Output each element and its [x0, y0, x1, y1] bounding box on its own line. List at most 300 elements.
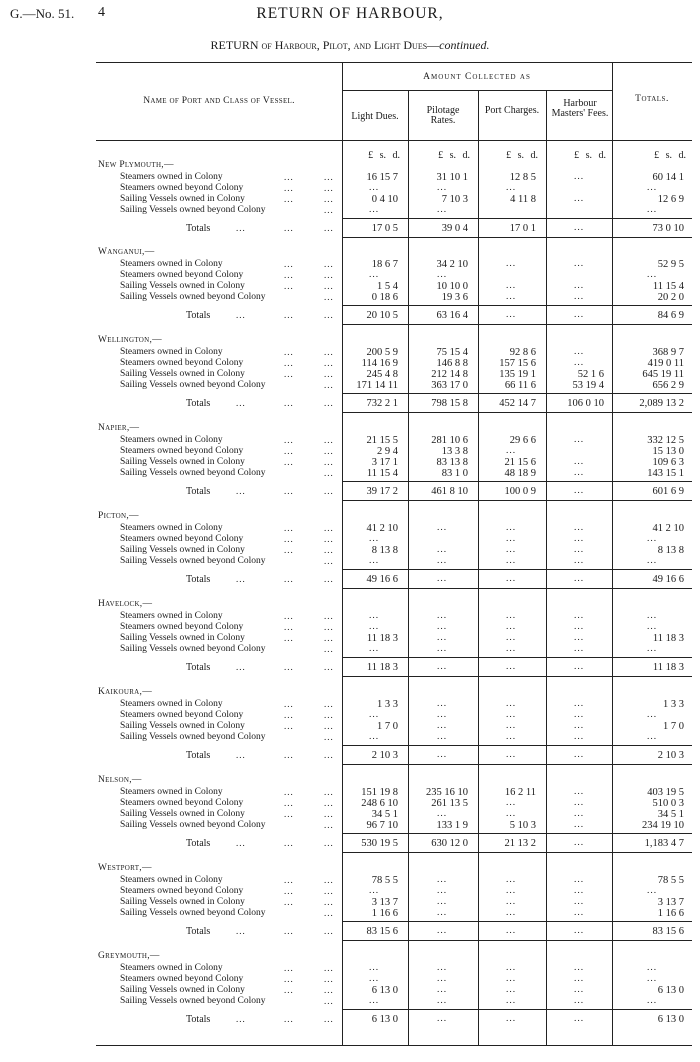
total-harbour: ... [573, 662, 585, 672]
cell-pilotage: ... [436, 897, 448, 907]
cell-port: ... [505, 699, 517, 709]
cell-totals: 1 3 3 [663, 699, 684, 710]
leader-dots: ... [324, 886, 334, 896]
totals-label: Totals [186, 926, 211, 937]
cell-harbour: ... [573, 292, 585, 302]
vessel-class-label: Steamers owned in Colony [120, 523, 223, 533]
cell-port: ... [505, 974, 517, 984]
totals-top-rule [342, 833, 692, 834]
cell-light: 0 4 10 [371, 194, 398, 205]
leader-dots: ... [324, 369, 334, 379]
total-harbour: ... [573, 310, 585, 320]
leader-dots: ... [284, 281, 294, 291]
vessel-class-label: Steamers owned beyond Colony [120, 270, 244, 280]
leader-dots: ... [284, 750, 294, 760]
port-name: Picton,— [98, 511, 139, 521]
cell-pilotage: ... [436, 886, 448, 896]
vessel-class-label: Sailing Vessels owned beyond Colony [120, 644, 266, 654]
leader-dots: ... [324, 205, 334, 215]
total-light: 39 17 2 [366, 486, 398, 497]
vessel-class-label: Steamers owned in Colony [120, 435, 223, 445]
cell-port: ... [505, 721, 517, 731]
totals-label: Totals [186, 838, 211, 849]
vessel-class-label: Steamers owned beyond Colony [120, 798, 244, 808]
port-name: Wanganui,— [98, 247, 155, 257]
cell-light: ... [368, 611, 380, 621]
cell-light: ... [368, 732, 380, 742]
total-harbour: ... [573, 838, 585, 848]
leader-dots: ... [284, 1014, 294, 1024]
total-harbour: ... [573, 750, 585, 760]
totals-bottom-rule [342, 852, 692, 853]
subtitle-continued: continued. [439, 38, 490, 52]
cell-port: ... [505, 523, 517, 533]
vessel-class-label: Sailing Vessels owned in Colony [120, 809, 245, 819]
cell-pilotage: 133 1 9 [436, 820, 468, 831]
cell-port: 92 8 6 [509, 347, 536, 358]
total-totals: 83 15 6 [652, 926, 684, 937]
cell-harbour: ... [573, 787, 585, 797]
cell-pilotage: 261 13 5 [431, 798, 468, 809]
cell-harbour: ... [573, 897, 585, 907]
cell-harbour: ... [573, 798, 585, 808]
totals-top-rule [342, 921, 692, 922]
total-port: ... [505, 574, 517, 584]
cell-totals: 403 19 5 [647, 787, 684, 798]
cell-pilotage: 235 16 10 [426, 787, 468, 798]
cell-totals: ... [646, 556, 658, 566]
cell-pilotage: ... [436, 875, 448, 885]
col-rule-totals [612, 62, 613, 1046]
cell-totals: 656 2 9 [652, 380, 684, 391]
vessel-class-label: Sailing Vessels owned in Colony [120, 897, 245, 907]
cell-harbour: ... [573, 809, 585, 819]
cell-port: 5 10 3 [509, 820, 536, 831]
totals-bottom-rule [342, 764, 692, 765]
port-name: Napier,— [98, 423, 140, 433]
cell-port: 48 18 9 [504, 468, 536, 479]
leader-dots: ... [284, 985, 294, 995]
vessel-class-label: Steamers owned beyond Colony [120, 886, 244, 896]
total-pilotage: 63 16 4 [436, 310, 468, 321]
total-harbour: ... [573, 223, 585, 233]
leader-dots: ... [324, 347, 334, 357]
cell-totals: ... [646, 886, 658, 896]
cell-harbour: ... [573, 633, 585, 643]
leader-dots: ... [284, 611, 294, 621]
cell-port: ... [505, 875, 517, 885]
vessel-class-label: Steamers owned beyond Colony [120, 974, 244, 984]
leader-dots: ... [236, 486, 246, 496]
cell-pilotage: 212 14 8 [431, 369, 468, 380]
leader-dots: ... [284, 926, 294, 936]
cell-pilotage: ... [436, 183, 448, 193]
leader-dots: ... [284, 545, 294, 555]
totals-bottom-rule [342, 412, 692, 413]
vessel-class-label: Sailing Vessels owned beyond Colony [120, 380, 266, 390]
cell-port: ... [505, 809, 517, 819]
leader-dots: ... [324, 633, 334, 643]
cell-totals: ... [646, 644, 658, 654]
leader-dots: ... [284, 622, 294, 632]
cell-port: 21 15 6 [504, 457, 536, 468]
leader-dots: ... [284, 457, 294, 467]
leader-dots: ... [284, 446, 294, 456]
leader-dots: ... [324, 985, 334, 995]
totals-top-rule [342, 1009, 692, 1010]
leader-dots: ... [324, 310, 334, 320]
leader-dots: ... [284, 523, 294, 533]
cell-port: ... [505, 996, 517, 1006]
cell-light: 1 3 3 [377, 699, 398, 710]
cell-totals: 419 0 11 [647, 358, 684, 369]
cell-port: ... [505, 183, 517, 193]
leader-dots: ... [324, 897, 334, 907]
cell-harbour: ... [573, 556, 585, 566]
cell-totals: ... [646, 622, 658, 632]
totals-top-rule [342, 481, 692, 482]
cell-harbour: ... [573, 732, 585, 742]
leader-dots: ... [236, 926, 246, 936]
header-bottom-rule [96, 140, 692, 141]
leader-dots: ... [324, 662, 334, 672]
cell-pilotage: ... [436, 732, 448, 742]
leader-dots: ... [284, 875, 294, 885]
cell-pilotage: ... [436, 699, 448, 709]
leader-dots: ... [324, 534, 334, 544]
cell-harbour: ... [573, 985, 585, 995]
cell-totals: 6 13 0 [657, 985, 684, 996]
port-name: Nelson,— [98, 775, 142, 785]
leader-dots: ... [284, 310, 294, 320]
total-harbour: 106 0 10 [567, 398, 604, 409]
total-harbour: ... [573, 486, 585, 496]
cell-pilotage: ... [436, 545, 448, 555]
leader-dots: ... [284, 963, 294, 973]
cell-port: ... [505, 798, 517, 808]
header-harbour: Harbour Masters' Fees. [551, 98, 609, 119]
leader-dots: ... [324, 732, 334, 742]
cell-pilotage: 83 13 8 [436, 457, 468, 468]
total-port: 100 0 9 [504, 486, 536, 497]
totals-label: Totals [186, 398, 211, 409]
cell-totals: 1 7 0 [663, 721, 684, 732]
port-name: Greymouth,— [98, 951, 160, 961]
totals-label: Totals [186, 574, 211, 585]
leader-dots: ... [324, 699, 334, 709]
vessel-class-label: Steamers owned in Colony [120, 787, 223, 797]
leader-dots: ... [324, 820, 334, 830]
cell-harbour: ... [573, 545, 585, 555]
cell-light: 151 19 8 [361, 787, 398, 798]
col-rule-port [478, 90, 479, 1046]
cell-pilotage: ... [436, 721, 448, 731]
leader-dots: ... [324, 1014, 334, 1024]
cell-light: 8 13 8 [371, 545, 398, 556]
total-pilotage: 461 8 10 [431, 486, 468, 497]
leader-dots: ... [324, 194, 334, 204]
vessel-class-label: Sailing Vessels owned beyond Colony [120, 908, 266, 918]
cell-harbour: ... [573, 435, 585, 445]
cell-pilotage: 34 2 10 [436, 259, 468, 270]
cell-light: 114 16 9 [361, 358, 398, 369]
cell-harbour: ... [573, 886, 585, 896]
cell-port: ... [505, 281, 517, 291]
units-light: £ s. d. [368, 150, 400, 161]
cell-totals: 52 9 5 [657, 259, 684, 270]
cell-totals: 143 15 1 [647, 468, 684, 479]
total-port: 452 14 7 [499, 398, 536, 409]
cell-totals: 15 13 0 [652, 446, 684, 457]
total-port: ... [505, 1014, 517, 1024]
leader-dots: ... [284, 974, 294, 984]
cell-pilotage: 146 8 8 [436, 358, 468, 369]
cell-pilotage: ... [436, 205, 448, 215]
cell-totals: ... [646, 963, 658, 973]
leader-dots: ... [324, 223, 334, 233]
cell-totals: 34 5 1 [657, 809, 684, 820]
cell-totals: 510 0 3 [652, 798, 684, 809]
header-totals: Totals. [635, 94, 669, 104]
cell-light: ... [368, 963, 380, 973]
cell-harbour: ... [573, 534, 585, 544]
leader-dots: ... [324, 798, 334, 808]
leader-dots: ... [324, 172, 334, 182]
total-totals: 2 10 3 [657, 750, 684, 761]
cell-port: ... [505, 545, 517, 555]
total-port: ... [505, 926, 517, 936]
leader-dots: ... [236, 1014, 246, 1024]
cell-pilotage: 7 10 3 [441, 194, 468, 205]
units-port: £ s. d. [506, 150, 538, 161]
total-totals: 601 6 9 [652, 486, 684, 497]
cell-pilotage: ... [436, 622, 448, 632]
page-title: RETURN OF HARBOUR, [256, 5, 444, 22]
leader-dots: ... [324, 622, 334, 632]
total-light: 6 13 0 [371, 1014, 398, 1025]
vessel-class-label: Steamers owned beyond Colony [120, 183, 244, 193]
cell-totals: ... [646, 205, 658, 215]
cell-harbour: 53 19 4 [572, 380, 604, 391]
total-harbour: ... [573, 1014, 585, 1024]
totals-bottom-rule [342, 940, 692, 941]
leader-dots: ... [324, 875, 334, 885]
header-name: Name of Port and Class of Vessel. [143, 96, 295, 106]
leader-dots: ... [284, 721, 294, 731]
cell-light: 245 4 8 [366, 369, 398, 380]
cell-light: ... [368, 556, 380, 566]
leader-dots: ... [284, 662, 294, 672]
col-rule-light [342, 62, 343, 1046]
leader-dots: ... [324, 486, 334, 496]
cell-pilotage: ... [436, 996, 448, 1006]
leader-dots: ... [324, 908, 334, 918]
cell-pilotage: 281 10 6 [431, 435, 468, 446]
leader-dots: ... [324, 358, 334, 368]
cell-light: ... [368, 886, 380, 896]
cell-light: ... [368, 534, 380, 544]
total-totals: 73 0 10 [652, 223, 684, 234]
cell-harbour: ... [573, 194, 585, 204]
leader-dots: ... [284, 347, 294, 357]
cell-pilotage: 363 17 0 [431, 380, 468, 391]
total-pilotage: 39 0 4 [441, 223, 468, 234]
leader-dots: ... [284, 710, 294, 720]
cell-pilotage: ... [436, 523, 448, 533]
leader-dots: ... [284, 194, 294, 204]
cell-pilotage: ... [436, 974, 448, 984]
cell-harbour: ... [573, 611, 585, 621]
leader-dots: ... [284, 897, 294, 907]
table-top-rule [96, 62, 692, 63]
leader-dots: ... [284, 574, 294, 584]
amount-header-rule [342, 90, 612, 91]
leader-dots: ... [284, 358, 294, 368]
leader-dots: ... [324, 398, 334, 408]
cell-pilotage: 83 1 0 [441, 468, 468, 479]
cell-port: ... [505, 446, 517, 456]
cell-totals: ... [646, 270, 658, 280]
port-name: Westport,— [98, 863, 152, 873]
total-pilotage: ... [436, 662, 448, 672]
col-rule-harbour [546, 90, 547, 1046]
cell-harbour: ... [573, 468, 585, 478]
cell-port: 29 6 6 [509, 435, 536, 446]
cell-pilotage: ... [436, 611, 448, 621]
cell-light: 1 7 0 [377, 721, 398, 732]
cell-harbour: ... [573, 622, 585, 632]
units-pilotage: £ s. d. [438, 150, 470, 161]
header-amount-collected: Amount Collected as [423, 72, 531, 82]
cell-harbour: ... [573, 644, 585, 654]
leader-dots: ... [324, 721, 334, 731]
vessel-class-label: Steamers owned in Colony [120, 347, 223, 357]
vessel-class-label: Sailing Vessels owned in Colony [120, 369, 245, 379]
totals-label: Totals [186, 750, 211, 761]
cell-port: 16 2 11 [504, 787, 536, 798]
total-port: ... [505, 662, 517, 672]
totals-bottom-rule [342, 324, 692, 325]
cell-pilotage: ... [436, 963, 448, 973]
cell-harbour: ... [573, 963, 585, 973]
total-pilotage: ... [436, 926, 448, 936]
leader-dots: ... [324, 750, 334, 760]
leader-dots: ... [284, 809, 294, 819]
cell-pilotage: ... [436, 809, 448, 819]
table-subtitle [0, 38, 700, 53]
cell-light: 18 6 7 [371, 259, 398, 270]
total-light: 11 18 3 [366, 662, 398, 673]
cell-light: 2 9 4 [377, 446, 398, 457]
cell-light: ... [368, 710, 380, 720]
cell-light: ... [368, 644, 380, 654]
cell-harbour: ... [573, 347, 585, 357]
total-pilotage: ... [436, 1014, 448, 1024]
cell-light: 11 15 4 [366, 468, 398, 479]
cell-pilotage: 31 10 1 [436, 172, 468, 183]
leader-dots: ... [284, 270, 294, 280]
cell-pilotage: ... [436, 644, 448, 654]
cell-light: 96 7 10 [366, 820, 398, 831]
vessel-class-label: Steamers owned beyond Colony [120, 446, 244, 456]
header-pilotage: Pilotage Rates. [426, 105, 460, 126]
leader-dots: ... [284, 398, 294, 408]
totals-bottom-rule [342, 588, 692, 589]
leader-dots: ... [324, 468, 334, 478]
totals-bottom-rule [342, 676, 692, 677]
cell-harbour: ... [573, 710, 585, 720]
leader-dots: ... [324, 281, 334, 291]
cell-pilotage: ... [436, 633, 448, 643]
cell-pilotage: 19 3 6 [441, 292, 468, 303]
cell-totals: 368 9 7 [652, 347, 684, 358]
cell-totals: ... [646, 710, 658, 720]
port-name: Kaikoura,— [98, 687, 153, 697]
vessel-class-label: Sailing Vessels owned beyond Colony [120, 732, 266, 742]
cell-harbour: ... [573, 281, 585, 291]
leader-dots: ... [236, 310, 246, 320]
cell-totals: ... [646, 611, 658, 621]
leader-dots: ... [324, 435, 334, 445]
leader-dots: ... [324, 644, 334, 654]
totals-label: Totals [186, 310, 211, 321]
cell-harbour: ... [573, 974, 585, 984]
totals-label: Totals [186, 662, 211, 673]
cell-light: 16 15 7 [366, 172, 398, 183]
cell-totals: 78 5 5 [657, 875, 684, 886]
totals-label: Totals [186, 1014, 211, 1025]
totals-top-rule [342, 305, 692, 306]
cell-port: 4 11 8 [510, 194, 536, 205]
leader-dots: ... [324, 556, 334, 566]
cell-light: 6 13 0 [371, 985, 398, 996]
leader-dots: ... [284, 172, 294, 182]
vessel-class-label: Sailing Vessels owned in Colony [120, 545, 245, 555]
leader-dots: ... [324, 270, 334, 280]
units-harbour: £ s. d. [574, 150, 606, 161]
cell-light: 1 16 6 [371, 908, 398, 919]
subtitle-return: RETURN [210, 38, 259, 52]
cell-harbour: ... [573, 457, 585, 467]
leader-dots: ... [236, 574, 246, 584]
cell-light: ... [368, 205, 380, 215]
cell-harbour: ... [573, 908, 585, 918]
leader-dots: ... [324, 523, 334, 533]
total-port: ... [505, 310, 517, 320]
cell-harbour: ... [573, 721, 585, 731]
total-pilotage: 630 12 0 [431, 838, 468, 849]
document-reference: G.—No. 51. [10, 6, 75, 21]
leader-dots: ... [284, 259, 294, 269]
leader-dots: ... [324, 963, 334, 973]
vessel-class-label: Sailing Vessels owned in Colony [120, 457, 245, 467]
total-light: 20 10 5 [366, 310, 398, 321]
cell-port: ... [505, 622, 517, 632]
leader-dots: ... [324, 259, 334, 269]
totals-top-rule [342, 218, 692, 219]
cell-light: 41 2 10 [366, 523, 398, 534]
cell-port: 157 15 6 [499, 358, 536, 369]
leader-dots: ... [324, 926, 334, 936]
cell-pilotage: ... [436, 908, 448, 918]
cell-port: ... [505, 985, 517, 995]
cell-port: ... [505, 644, 517, 654]
cell-port: 135 19 1 [499, 369, 536, 380]
leader-dots: ... [284, 798, 294, 808]
cell-light: 78 5 5 [371, 875, 398, 886]
totals-bottom-rule [342, 237, 692, 238]
leader-dots: ... [284, 435, 294, 445]
